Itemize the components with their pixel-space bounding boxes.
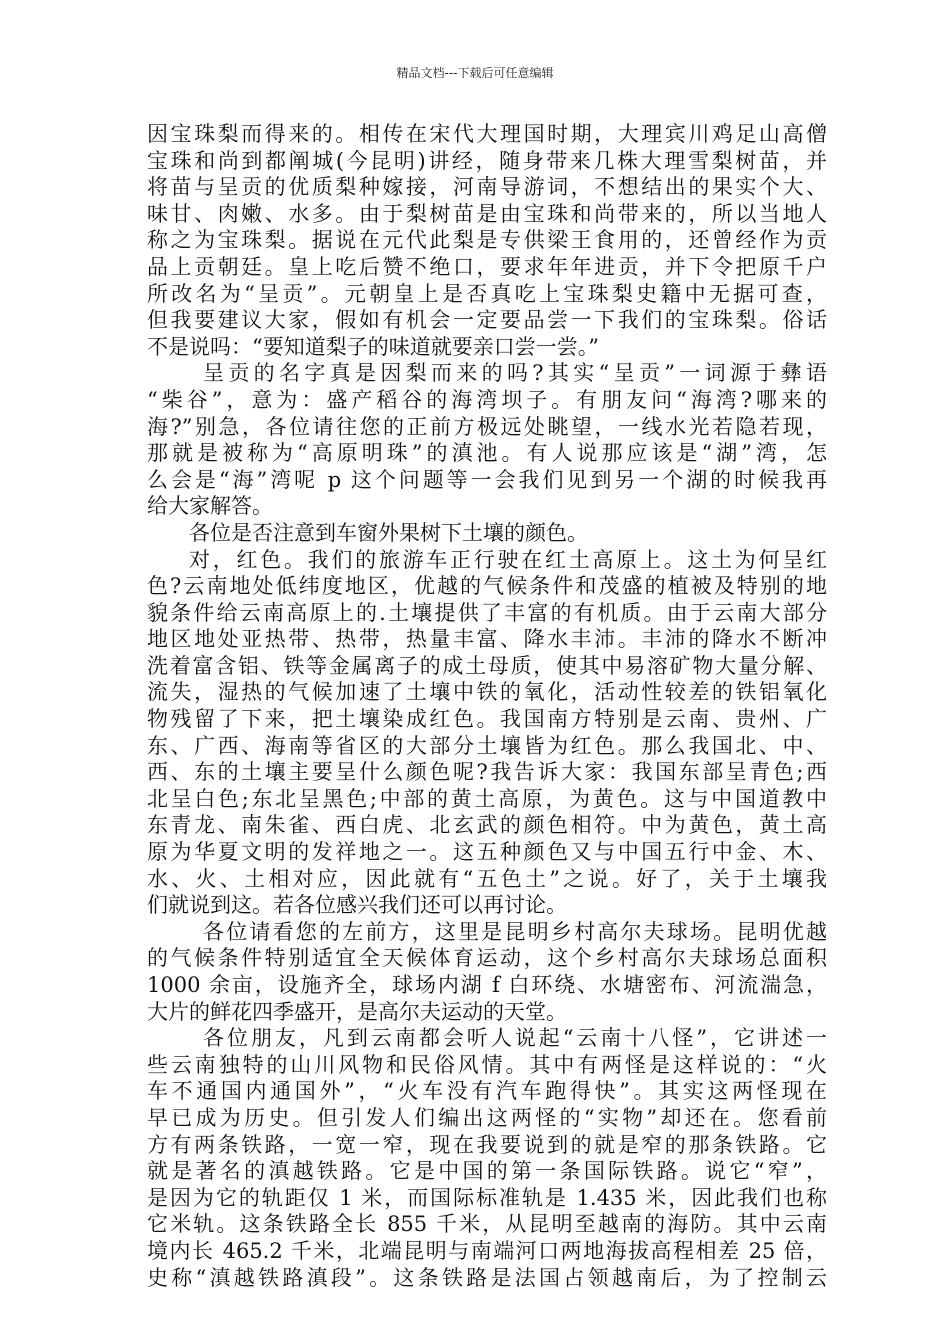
text-line: 1000 余亩，设施齐全，球场内湖 f 白环绕、水塘密布、河流湍急， [147,973,827,997]
paragraph-start: 各位请看您的左前方，这里是昆明乡村高尔夫球场。昆明优越 [203,919,827,944]
text-line: 东青龙、南朱雀、西白虎、北玄武的颜色相符。中为黄色，黄土高 [147,813,827,838]
text-line: 流失，湿热的气候加速了土壤中铁的氧化，活动性较差的铁铝氧化 [147,680,827,705]
text-line: 水、火、土相对应，因此就有“五色土”之说。好了，关于土壤我 [147,866,827,891]
text-line: 貌条件给云南高原上的.土壤提供了丰富的有机质。由于云南大部分 [147,600,827,625]
text-line: 原为华夏文明的发祥地之一。这五种颜色又与中国五行中金、木、 [147,840,827,865]
text-line: 北呈白色;东北呈黑色;中部的黄土高原，为黄色。这与中国道教中 [147,786,827,811]
text-line: 是因为它的轨距仅 1 米，而国际标准轨是 1.435 米，因此我们也称 [147,1185,827,1210]
text-line: 车不通国内通国外”，“火车没有汽车跑得快”。其实这两怪现在 [147,1079,827,1104]
paragraph-start: 各位是否注意到车窗外果树下土壤的颜色。 [189,520,588,545]
text-line: 的气候条件特别适宜全天候体育运动，这个乡村高尔夫球场总面积 [147,946,827,971]
text-line: 东、广西、海南等省区的大部分土壤皆为红色。那么我国北、中、 [147,733,827,758]
text-line: 境内长 465.2 千米，北端昆明与南端河口两地海拔高程相差 25 倍， [147,1238,827,1263]
text-line: 所改名为“呈贡”。元朝皇上是否真吃上宝珠梨史籍中无据可查， [147,281,827,306]
text-line: 史称“滇越铁路滇段”。这条铁路是法国占领越南后，为了控制云 [147,1265,827,1290]
text-line: 些云南独特的山川风物和民俗风情。其中有两怪是这样说的：“火 [147,1052,827,1077]
page-header: 精品文档---下载后可任意编辑 [396,66,554,80]
text-line: 将苗与呈贡的优质梨种嫁接，河南导游词，不想结出的果实个大、 [147,175,827,200]
text-line: 它米轨。这条铁路全长 855 千米，从昆明至越南的海防。其中云南 [147,1212,827,1237]
paragraph-start: 呈贡的名字真是因梨而来的吗?其实“呈贡”一词源于彝语 [203,361,827,386]
text-line: 么会是“海”湾呢 p 这个问题等一会我们见到另一个湖的时候我再 [147,467,827,492]
text-line: “柴谷”，意为：盛产稻谷的海湾坝子。有朋友问“海湾?哪来的 [147,387,827,412]
text-line: 给大家解答。 [147,494,273,519]
text-line: 大片的鲜花四季盛开，是高尔夫运动的天堂。 [147,999,567,1024]
text-line: 味甘、肉嫩、水多。由于梨树苗是由宝珠和尚带来的，所以当地人 [147,201,827,226]
text-line: 海?”别急，各位请往您的正前方极远处眺望，一线水光若隐若现， [147,414,827,439]
text-line: 那就是被称为“高原明珠”的滇池。有人说那应该是“湖”湾，怎 [147,441,827,466]
text-line: 方有两条铁路，一宽一窄，现在我要说到的就是窄的那条铁路。它 [147,1132,827,1157]
text-line: 称之为宝珠梨。据说在元代此梨是专供梁王食用的，还曾经作为贡 [147,228,827,253]
body-text [147,121,827,1291]
text-line: 宝珠和尚到都阐城(今昆明)讲经，随身带来几株大理雪梨树苗，并 [147,148,827,173]
text-line: 就是著名的滇越铁路。它是中国的第一条国际铁路。说它“窄”， [147,1159,827,1184]
text-line: 物残留了下来，把土壤染成红色。我国南方特别是云南、贵州、广 [147,707,827,732]
text-line: 色?云南地处低纬度地区，优越的气候条件和茂盛的植被及特别的地 [147,574,827,599]
text-line: 地区地处亚热带、热带，热量丰富、降水丰沛。丰沛的降水不断冲 [147,627,827,652]
text-line: 品上贡朝廷。皇上吃后赞不绝口，要求年年进贡，并下令把原千户 [147,254,827,279]
text-line: 早已成为历史。但引发人们编出这两怪的“实物”却还在。您看前 [147,1105,827,1130]
text-line: 不是说吗：“要知道梨子的味道就要亲口尝一尝。” [147,334,599,359]
text-line: 但我要建议大家，假如有机会一定要品尝一下我们的宝珠梨。俗话 [147,308,827,333]
paragraph-start: 对，红色。我们的旅游车正行驶在红土高原上。这土为何呈红 [189,547,827,572]
text-line: 们就说到这。若各位感兴我们还可以再讨论。 [147,893,567,918]
text-line: 西、东的土壤主要呈什么颜色呢?我告诉大家：我国东部呈青色;西 [147,760,827,785]
text-line: 因宝珠梨而得来的。相传在宋代大理国时期，大理宾川鸡足山高僧 [147,122,827,146]
paragraph-start: 各位朋友，凡到云南都会听人说起“云南十八怪”，它讲述一 [203,1026,827,1051]
text-line: 洗着富含铝、铁等金属离子的成土母质，使其中易溶矿物大量分解、 [147,653,827,678]
